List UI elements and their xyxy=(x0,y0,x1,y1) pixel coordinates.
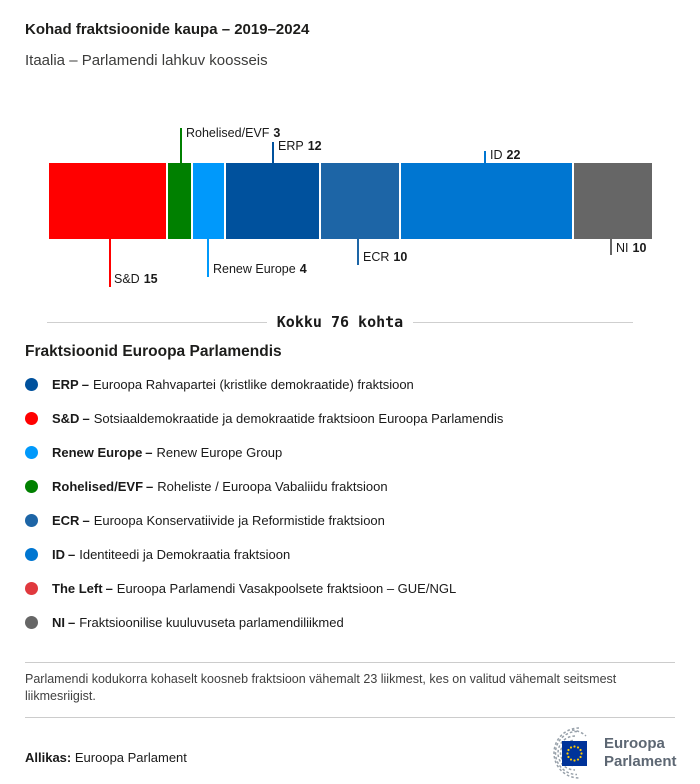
page-title: Kohad fraktsioonide kaupa – 2019–2024 xyxy=(25,21,310,38)
eu-flag-icon xyxy=(562,741,587,766)
annotation-value: 22 xyxy=(506,148,521,162)
legend-abbr: ID xyxy=(52,546,65,562)
ep-logo-text xyxy=(604,735,677,771)
legend-abbr: The Left xyxy=(52,580,103,596)
legend-abbr: S&D xyxy=(52,410,80,426)
footnote-rule-bottom xyxy=(25,717,675,718)
legend-desc: Euroopa Parlamendi Vasakpoolsete fraktsioon – GUE/NGL xyxy=(116,580,457,596)
legend-color-dot xyxy=(25,548,38,561)
annotation-label: Rohelised/EVF xyxy=(186,126,270,140)
legend-item-id: ID – Identiteedi ja Demokraatia fraktsioon xyxy=(25,537,290,571)
legend-abbr: ERP xyxy=(52,376,79,392)
source-line xyxy=(25,750,187,765)
annotation-label: ID xyxy=(490,148,503,162)
legend-desc: Renew Europe Group xyxy=(156,444,283,460)
legend-color-dot xyxy=(25,582,38,595)
bar-segment-renew xyxy=(193,163,224,239)
legend-item-erp: ERP – Euroopa Rahvapartei (kristlike demokraatide) fraktsioon xyxy=(25,367,414,401)
source-label: Allikas: xyxy=(25,750,72,765)
legend-color-dot xyxy=(25,616,38,629)
annotation-rohelised xyxy=(186,126,280,140)
footnote-rule-top xyxy=(25,662,675,663)
bar-segment-sd xyxy=(49,163,166,239)
page-subtitle: Itaalia – Parlamendi lahkuv koosseis xyxy=(25,52,268,69)
ep-logo xyxy=(531,726,677,780)
seat-bar xyxy=(49,163,652,239)
legend-color-dot xyxy=(25,446,38,459)
ep-logo-line2: Parlament xyxy=(604,753,677,770)
annotation-value: 10 xyxy=(393,250,408,264)
annotation-erp xyxy=(278,139,322,153)
annotation-ecr xyxy=(363,250,407,264)
legend-color-dot xyxy=(25,378,38,391)
annotation-label: S&D xyxy=(114,272,140,286)
legend-abbr: Rohelised/EVF xyxy=(52,478,144,494)
legend-item-sd: S&D – Sotsiaaldemokraatide ja demokraatide fraktsioon Euroopa Parlamendis xyxy=(25,401,503,435)
bar-segment-id xyxy=(401,163,572,239)
legend-item-theleft: The Left – Euroopa Parlamendi Vasakpoolsete fraktsioon – GUE/NGL xyxy=(25,571,456,605)
annotation-value: 15 xyxy=(143,272,158,286)
bar-segment-rohelised xyxy=(168,163,191,239)
legend-color-dot xyxy=(25,412,38,425)
legend-item-ecr: ECR – Euroopa Konservatiivide ja Reformistide fraktsioon xyxy=(25,503,385,537)
annotation-tick-id xyxy=(484,151,486,163)
ep-logo-line1: Euroopa xyxy=(604,735,665,752)
annotation-ni xyxy=(616,241,646,255)
legend-item-ni: NI – Fraktsioonilise kuuluvuseta parlamendiliikmed xyxy=(25,605,344,639)
legend-heading: Fraktsioonid Euroopa Parlamendis xyxy=(25,343,282,360)
legend-abbr: Renew Europe xyxy=(52,444,143,460)
legend-item-rohelised: Rohelised/EVF – Roheliste / Euroopa Vabaliidu fraktsioon xyxy=(25,469,388,503)
legend-desc: Sotsiaaldemokraatide ja demokraatide fraktsioon Euroopa Parlamendis xyxy=(93,410,504,426)
source-value: Euroopa Parlament xyxy=(74,750,187,765)
legend-abbr: NI xyxy=(52,614,65,630)
annotation-renew xyxy=(213,262,307,276)
hemicycle-icon xyxy=(531,726,595,780)
legend-desc: Identiteedi ja Demokraatia fraktsioon xyxy=(79,546,291,562)
legend-desc: Euroopa Rahvapartei (kristlike demokraatide) fraktsioon xyxy=(92,376,414,392)
annotation-value: 10 xyxy=(632,241,647,255)
annotation-label: ECR xyxy=(363,250,390,264)
bar-segment-ecr xyxy=(321,163,399,239)
legend-abbr: ECR xyxy=(52,512,80,528)
annotation-tick-ni xyxy=(610,239,612,255)
legend-desc: Fraktsioonilise kuuluvuseta parlamendiliikmed xyxy=(79,614,344,630)
total-seats-label: Kokku 76 kohta xyxy=(276,313,404,331)
annotation-label: ERP xyxy=(278,139,304,153)
footnote-text: Parlamendi kodukorra kohaselt koosneb fraktsioon vähemalt 23 liikmest, kes on valitud vähemalt seitsmest liikmesriigist. xyxy=(25,672,617,703)
legend-desc: Roheliste / Euroopa Vabaliidu fraktsioon xyxy=(157,478,388,494)
annotation-tick-renew xyxy=(207,239,209,277)
annotation-tick-ecr xyxy=(357,239,359,265)
annotation-value: 12 xyxy=(307,139,322,153)
total-rule-right xyxy=(413,322,633,323)
annotation-tick-erp xyxy=(272,142,274,163)
legend-color-dot xyxy=(25,480,38,493)
bar-segment-erp xyxy=(226,163,319,239)
total-seats-row xyxy=(47,313,633,331)
annotation-label: NI xyxy=(616,241,629,255)
legend-item-renew: Renew Europe – Renew Europe Group xyxy=(25,435,282,469)
annotation-tick-sd xyxy=(109,239,111,287)
annotation-label: Renew Europe xyxy=(213,262,296,276)
total-rule-left xyxy=(47,322,267,323)
annotation-value: 3 xyxy=(273,126,281,140)
bar-segment-ni xyxy=(574,163,652,239)
annotation-sd xyxy=(114,272,158,286)
annotation-tick-rohelised xyxy=(180,128,182,163)
annotation-id xyxy=(490,148,520,162)
legend-desc: Euroopa Konservatiivide ja Reformistide fraktsioon xyxy=(93,512,385,528)
legend-color-dot xyxy=(25,514,38,527)
annotation-value: 4 xyxy=(299,262,307,276)
